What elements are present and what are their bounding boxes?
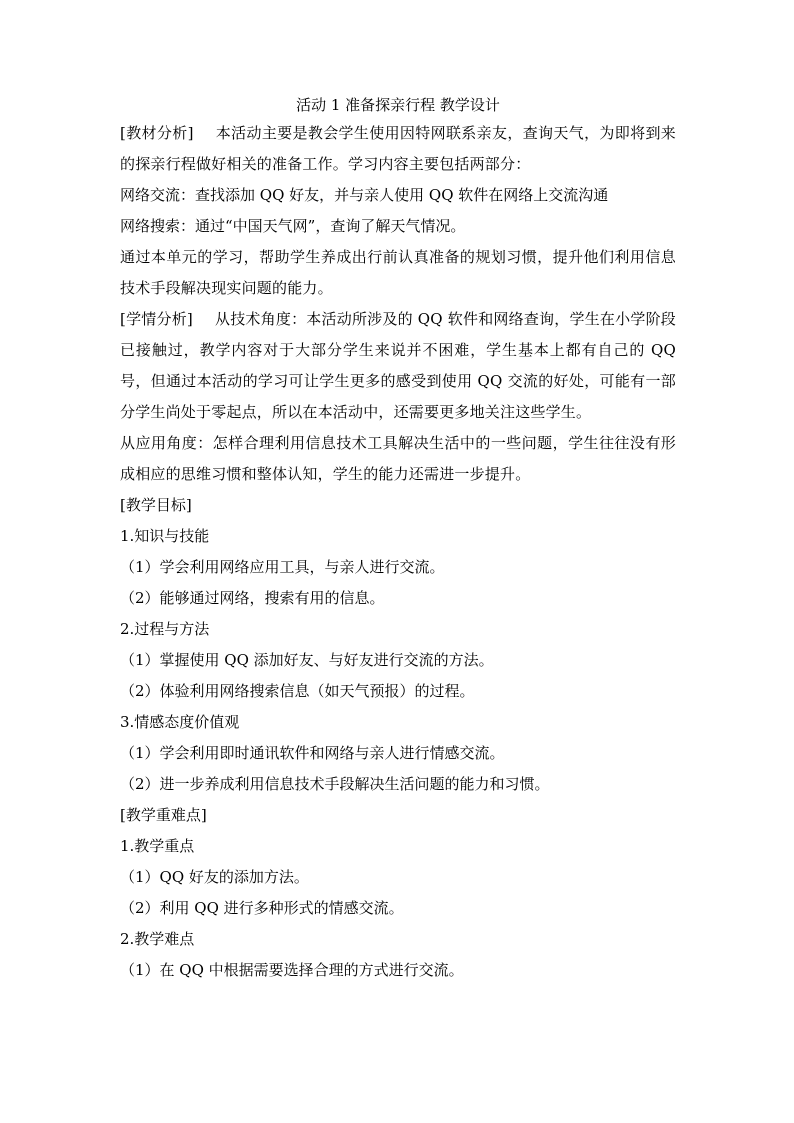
objective-group-1-title: 1.知识与技能	[120, 527, 210, 545]
document-content	[120, 92, 676, 986]
key-points-group-1-item-2: （2）利用 QQ 进行多种形式的情感交流。	[120, 899, 404, 917]
textbook-analysis-item-2: 网络搜索：通过“中国天气网”，查询了解天气情况。	[120, 217, 466, 235]
objective-group-1-item-1: （1）学会利用网络应用工具，与亲人进行交流。	[120, 558, 445, 576]
objective-group-2-item-1: （1）掌握使用 QQ 添加好友、与好友进行交流的方法。	[120, 651, 494, 669]
objective-group-3-item-1: （1）学会利用即时通讯软件和网络与亲人进行情感交流。	[120, 744, 505, 762]
document-title: 活动 1 准备探亲行程 教学设计	[296, 96, 500, 114]
key-points-group-2-title: 2.教学难点	[120, 930, 195, 948]
objective-group-1-item-2: （2）能够通过网络，搜索有用的信息。	[120, 589, 385, 607]
textbook-analysis-label: [教材分析]	[120, 124, 194, 142]
key-points-group-2-item-1: （1）在 QQ 中根据需要选择合理的方式进行交流。	[120, 961, 464, 979]
learner-analysis-tech-text: 从技术角度：本活动所涉及的 QQ 软件和网络查询，学生在小学阶段已接触过，教学内容对于大部分学生来说并不困难，学生基本上都有自己的 QQ 号，但通过本活动的学习可让学生更多的感受到使用 QQ 交流的好处，可能有一部分学生尚处于零起点，所以在本活动中，还需要更多地关注这些学生。	[120, 310, 676, 421]
textbook-analysis-item-1: 网络交流：查找添加 QQ 好友，并与亲人使用 QQ 软件在网络上交流沟通	[120, 186, 609, 204]
objectives-label: [教学目标]	[120, 496, 192, 514]
textbook-analysis-summary: 通过本单元的学习，帮助学生养成出行前认真准备的规划习惯，提升他们利用信息技术手段解决现实问题的能力。	[120, 248, 676, 297]
objective-group-2-title: 2.过程与方法	[120, 620, 210, 638]
learner-analysis-label: [学情分析]	[120, 310, 193, 328]
objective-group-3-item-2: （2）进一步养成利用信息技术手段解决生活问题的能力和习惯。	[120, 775, 550, 793]
objective-group-3-title: 3.情感态度价值观	[120, 713, 240, 731]
learner-analysis-app: 从应用角度：怎样合理利用信息技术工具解决生活中的一些问题，学生往往没有形成相应的思维习惯和整体认知，学生的能力还需进一步提升。	[120, 434, 676, 483]
learner-analysis-tech	[120, 304, 676, 428]
objective-group-2-item-2: （2）体验利用网络搜索信息（如天气预报）的过程。	[120, 682, 475, 700]
key-points-label: [教学重难点]	[120, 806, 207, 824]
textbook-analysis-text: 本活动主要是教会学生使用因特网联系亲友，查询天气，为即将到来的探亲行程做好相关的准备工作。学习内容主要包括两部分：	[120, 124, 676, 173]
key-points-group-1-item-1: （1）QQ 好友的添加方法。	[120, 868, 309, 886]
key-points-group-1-title: 1.教学重点	[120, 837, 195, 855]
textbook-analysis-intro	[120, 118, 676, 180]
